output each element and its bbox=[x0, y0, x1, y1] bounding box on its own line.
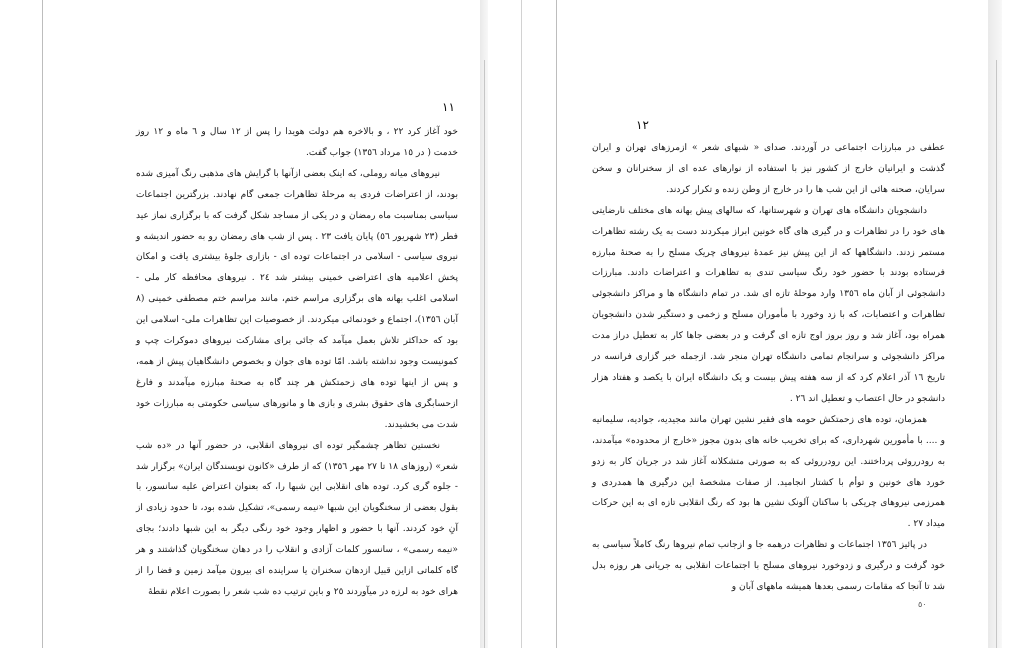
paragraph: عطفی در مبارزات اجتماعی در آوردند. صدای « شبهای شعر » ازمرزهای تهران و ایران گذشت و ایرانیان خارج از کشور نیز با استفاده از نوارهای عده ای از سخنرانان و سخن سرایان، صحنه هائی از این شب ها را در خارج از وطن زنده و تکرار کردند. bbox=[592, 143, 945, 195]
page-edge-right bbox=[996, 60, 997, 648]
paragraph: دانشجویان دانشگاه های تهران و شهرستانها، که سالهای پیش بهانه های مختلف نارضایتی های خود را در تظاهرات و در گیری های گاه خونین ابراز میکردند دست به یک رشته تظاهرات مستمر زدند. دانشگاهها که از این پیش نیز عمدهٔ نیروهای چریک مسلح را به صحنهٔ مبارزه فرستاده بودند با حضور خود رنگ سیاسی تندی به تظاهرات و اعتراضات دادند. مبارزات دانشجوئی از آبان ماه ١٣٥٦ وارد موحلهٔ تازه ای شد. در تمام دانشگاه ها و مراکز دانشجوئی تظاهرات و اعتصابات، که با زد وخورد با مأموران مسلح و زخمی و دستگیر شدن دانشجویان همراه بود، آغاز شد و روز بروز اوج تازه ای گرفت و در بعضی جاها کار به تعطیل دراز مدت مراکز دانشجوئی و سرانجام تمامی دانشگاه تهران منجر شد. ازجمله خبر گزاری فرانسه در تاریخ ١٦ آذر اعلام کرد که از سه هفته پیش بیست و یک دانشگاه ایران با یکصد و هفتاد هزار دانشجو در حال اعتصاب و تعطیل اند ٢٦ . bbox=[592, 205, 945, 404]
paragraph: همزمان، توده های زحمتکش حومه های فقیر نشین تهران مانند مجیدیه، جوادیه، سلیمانیه و .... با مأمورین شهرداری، که برای تخریب خانه های بدون مجوز «خارج از محدوده» میآمدند، به رودرروئی پرداختند. این رودرروئی که به صورتی متشکلانه آغاز شد در جریان کار به زدو خورد های خونین و توأم با کشتار انجامید. از صفات مشخصهٔ این درگیری ها همدردی و همرزمی نیروهای چریکی با ساکنان آلونک نشین ها بود که رنگ انقلابی تازه ای به این حرکات میداد ٢٧ . bbox=[592, 414, 945, 530]
paragraph: خود آغاز کرد ٢٢ ، و بالاخره هم دولت هویدا را پس از ١٢ سال و ٦ ماه و ١٢ روز خدمت ( در ١٥ مرداد ١٣٥٦) جواب گفت. bbox=[136, 127, 458, 158]
footnote-mark: ٥٠ bbox=[918, 600, 927, 609]
page-number-right: ١٢ bbox=[636, 118, 649, 132]
page-gutter-right bbox=[988, 0, 1002, 648]
paragraph: در پائیز ١٣٥٦ اجتماعات و تظاهرات درهمه جا و ازجانب تمام نیروها رنگ کاملاً سیاسی به خود گرفت و درگیری و زدوخورد نیروهای مسلح با اجتماعات انقلابی به جریانی هر روزه بدل شد تا آنجا که مقامات رسمی بعدها همیشه ماههای آبان و bbox=[592, 540, 945, 593]
page-edge-left bbox=[484, 60, 485, 648]
paragraph: نخستین تظاهر چشمگیر توده ای نیروهای انقلابی، در حضور آنها در «ده شب شعر» (روزهای ١٨ تا ٢٧ مهر ١٣٥٦) که از طرف «کانون نویسندگان ایران» برگزار شد - جلوه گری کرد. توده های انقلابی این شبها را، که بعنوان اعتراض علیه سانسور، با بقول بعضی از سخنگویان این شبها «نیمه رسمی»، تشکیل شده بود، تا حدود زیادی از آنِ خود کردند. آنها با حضور و اظهار وجود خود رنگی دیگر به این شبها دادند؛ بجای «نیمه رسمی» ، سانسور کلمات آزادی و انقلاب را در دهان سخنگویان گذاشتند و هر گاه کلماتی ازاین قبیل ازدهان سخنران یا سراینده ای بیرون میآمد زمین و فضا را از هرای خود به لرزه در میآوردند ٢٥ و باین ترتیب ده شب شعر را بصورت اعلام نقطهٔ bbox=[136, 440, 458, 597]
left-page-body bbox=[136, 122, 458, 603]
right-page-body bbox=[592, 138, 945, 598]
paragraph: نیروهای میانه روملی، که اینک بعضی ازآنها با گرایش های مذهبی رنگ آمیزی شده بودند، از اعتراضات فردی به مرحلهٔ تظاهرات جمعی گام نهادند. بزرگترین اجتماعات سیاسی بمناسبت ماه رمضان و در یکی از مساجد شکل گرفت که با برگزاری نماز عید فطر (٢٣ شهریور ٥٦) پایان یافت ٢٣ . پس از شب های رمضان رو به حضور اندیشه و نیروی سیاسی - اسلامی در اجتماعات توده ای - بازاری جلوهٔ بیشتری یافت و امکان پخش اعلامیه های اعتراضی خمینی بیشتر شد ٢٤ . نیروهای محافظه کار ملی - اسلامی اغلب بهانه های برگزاری مراسم ختم، مانند مراسم ختم مصطفی خمینی (٨ آبان ١٣٥٦)، اجتماع و خودنمائی میکردند. از خصوصیات این تظاهرات ملی- اسلامی این بود که حداکثر تلاش بعمل میآمد که جائی برای مشارکت نیروهای دموکرات چپ و کمونیست وجود نداشته باشد. امّا توده های جوان و بخصوص دانشگاهیان پیش از همه، و پس از اینها توده های زحمتکش هر چند گاه به صحنهٔ مبارزه میآمدند و فارغ ازحسابگری های حقوق بشری و بازی ها و مانورهای سیاسی حکومتی به مبارزات خود شدت می بخشیدند. bbox=[135, 168, 459, 430]
page-number-left: ١١ bbox=[442, 100, 455, 114]
